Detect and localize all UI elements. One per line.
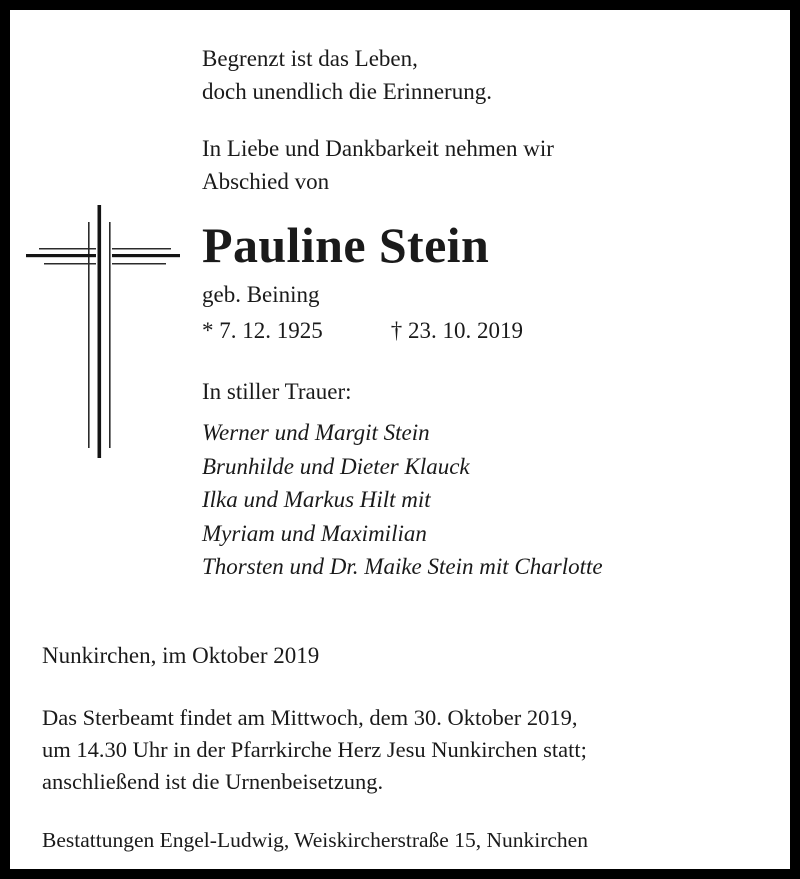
- list-item: Myriam und Maximilian: [202, 520, 427, 546]
- maiden-name: geb. Beining: [202, 282, 320, 307]
- farewell-line-1: In Liebe und Dankbarkeit nehmen wir: [202, 136, 554, 161]
- main-text-block: [202, 42, 762, 584]
- deceased-name: Pauline Stein: [202, 217, 490, 273]
- death-date: † 23. 10. 2019: [390, 318, 523, 343]
- lower-text-block: [42, 640, 772, 855]
- cross-icon: [20, 190, 180, 470]
- farewell-text: [202, 132, 762, 198]
- service-line-1: Das Sterbeamt findet am Mittwoch, dem 30. Oktober 2019,: [42, 705, 578, 730]
- list-item: Thorsten und Dr. Maike Stein mit Charlotte: [202, 554, 603, 579]
- birth-date: * 7. 12. 1925: [202, 318, 323, 343]
- life-dates: [202, 314, 762, 347]
- mourners-heading: In stiller Trauer:: [202, 379, 352, 404]
- list-item: Ilka und Markus Hilt mit: [202, 487, 431, 512]
- undertaker-info: Bestattungen Engel-Ludwig, Weiskircherstraße 15, Nunkirchen: [42, 828, 588, 852]
- mourners-list: [202, 416, 762, 584]
- verse-line-1: Begrenzt ist das Leben,: [202, 46, 418, 71]
- service-line-2: um 14.30 Uhr in der Pfarrkirche Herz Jesu Nunkirchen statt;: [42, 737, 587, 762]
- notice-page: [10, 10, 790, 869]
- memorial-verse: [202, 42, 762, 108]
- list-item: Werner und Margit Stein: [202, 420, 430, 445]
- verse-line-2: doch unendlich die Erinnerung.: [202, 79, 492, 104]
- list-item: Brunhilde und Dieter Klauck: [202, 453, 470, 479]
- place-and-date: Nunkirchen, im Oktober 2019: [42, 643, 320, 668]
- farewell-line-2: Abschied von: [202, 169, 330, 194]
- service-details: [42, 702, 772, 798]
- service-line-3: anschließend ist die Urnenbeisetzung.: [42, 769, 384, 794]
